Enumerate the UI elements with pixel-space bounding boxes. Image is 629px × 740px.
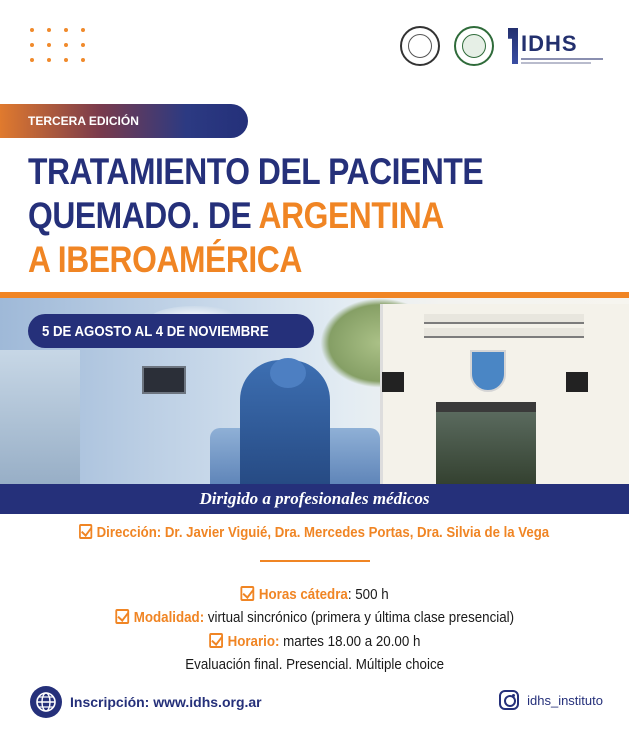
evaluacion-row: Evaluación final. Presencial. Múltiple choice xyxy=(185,657,444,673)
globe-icon xyxy=(30,686,62,718)
instagram-handle: idhs_instituto xyxy=(527,692,603,708)
title-line-3: A IBEROAMÉRICA xyxy=(28,239,302,280)
check-icon xyxy=(79,524,92,539)
inscripcion-text: Inscripción: www.idhs.org.ar xyxy=(70,694,262,710)
horario-row: Horario: martes 18.00 a 20.00 h xyxy=(0,633,629,650)
check-icon xyxy=(209,633,223,648)
hospital-seal-logo xyxy=(400,26,440,66)
direccion-row: Dirección: Dr. Javier Viguié, Dra. Mercedes Portas, Dra. Silvia de la Vega xyxy=(0,524,629,541)
idhs-logo xyxy=(508,28,603,64)
inscripcion-link[interactable] xyxy=(30,686,262,718)
title-line-1: TRATAMIENTO DEL PACIENTE xyxy=(28,151,484,192)
partner-logos xyxy=(400,26,603,66)
course-title xyxy=(28,150,527,282)
check-icon xyxy=(240,586,254,601)
modalidad-row: Modalidad: virtual sincrónico (primera y última clase presencial) xyxy=(0,609,629,626)
instagram-link[interactable] xyxy=(499,690,603,710)
mm-seal-logo xyxy=(454,26,494,66)
idhs-logo-text: IDHS xyxy=(521,31,578,56)
title-line-2: QUEMADO. DE ARGENTINA xyxy=(28,195,444,236)
audience-band: Dirigido a profesionales médicos xyxy=(0,484,629,514)
decorative-dots xyxy=(30,28,86,62)
title-highlight: ARGENTINA xyxy=(258,195,444,236)
section-divider xyxy=(260,560,370,562)
horas-row: Horas cátedra: 500 h xyxy=(0,586,629,603)
instagram-icon xyxy=(499,690,519,710)
check-icon xyxy=(115,609,129,624)
dates-badge: 5 DE AGOSTO AL 4 DE NOVIEMBRE xyxy=(28,314,314,348)
edition-badge: TERCERA EDICIÓN xyxy=(0,104,248,138)
